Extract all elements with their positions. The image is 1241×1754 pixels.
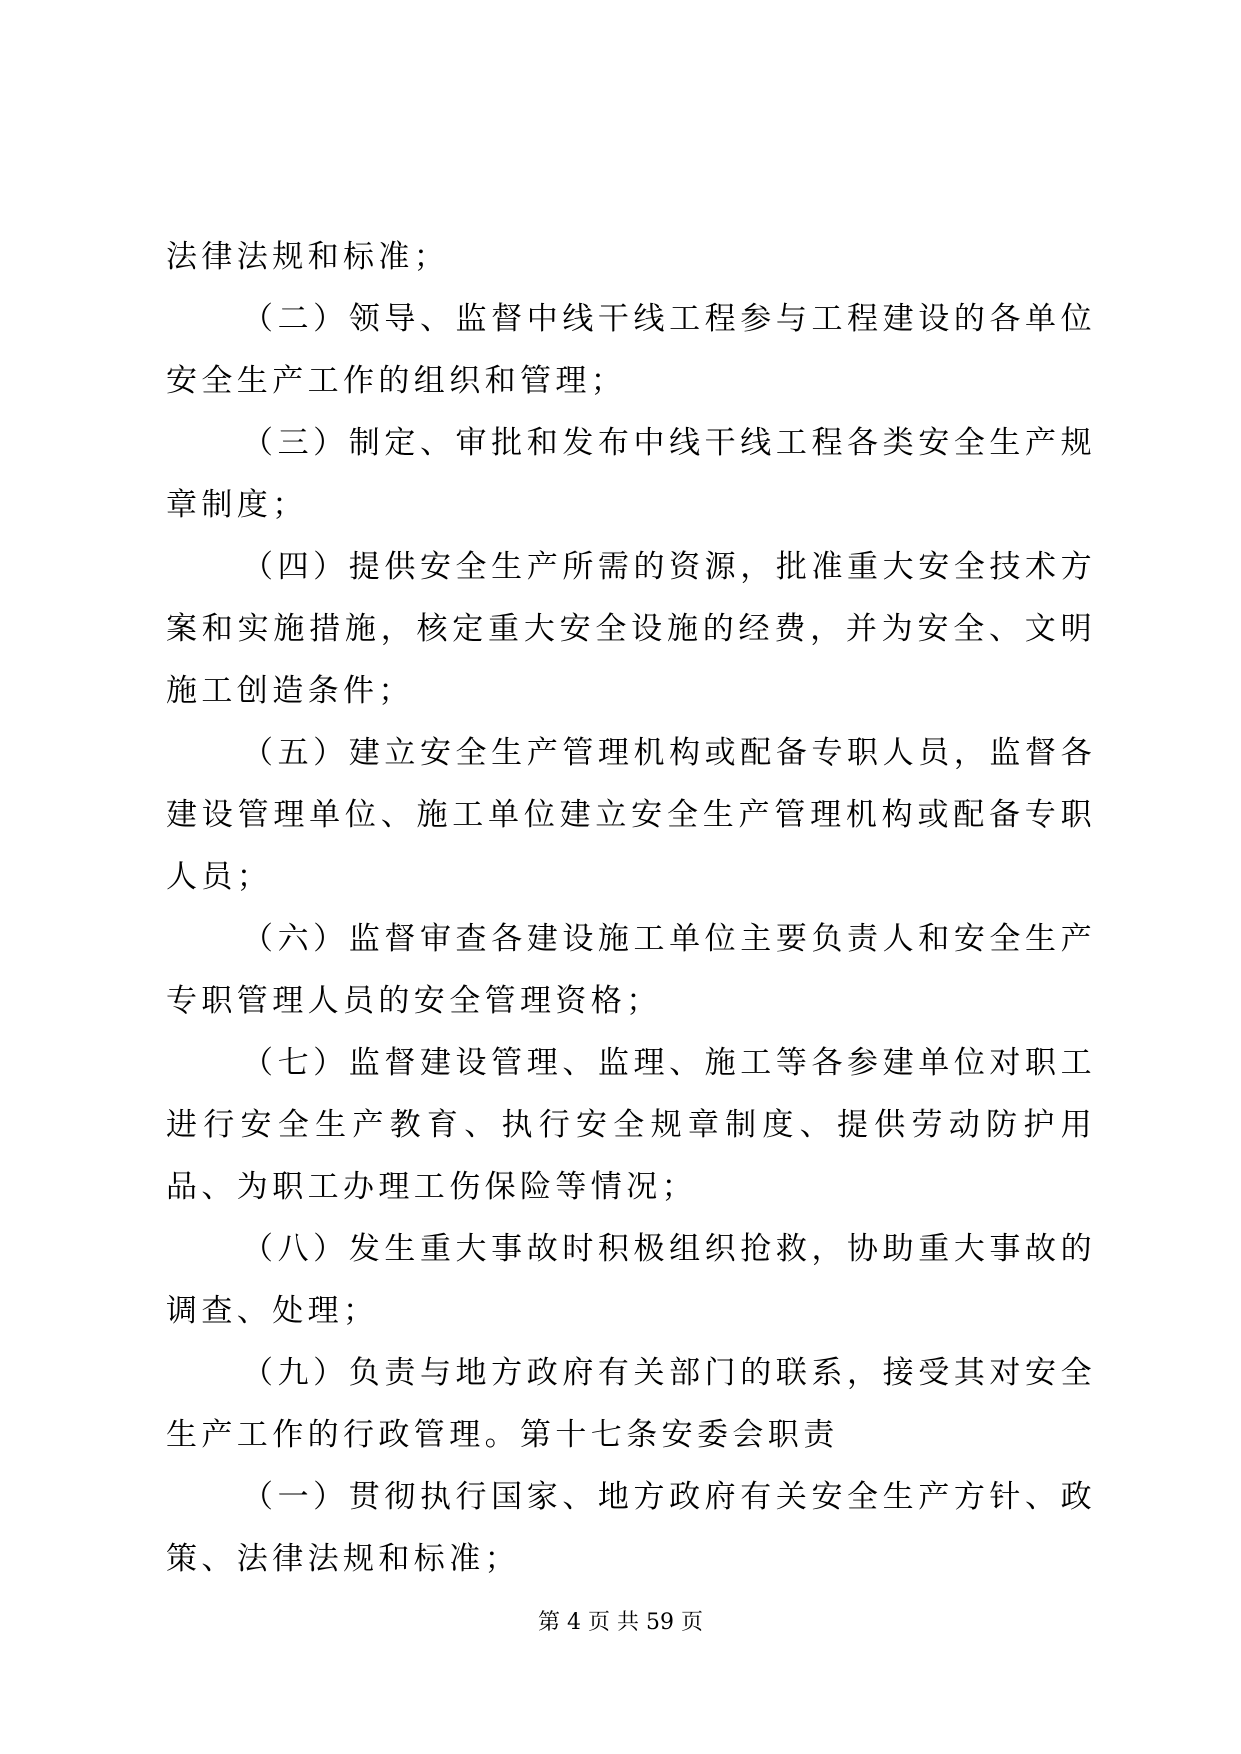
paragraph: （九）负责与地方政府有关部门的联系，接受其对安全生产工作的行政管理。第十七条安委会职责: [166, 1355, 1096, 1453]
paragraph: （四）提供安全生产所需的资源，批准重大安全技术方案和实施措施，核定重大安全设施的经费，并为安全、文明施工创造条件；: [166, 549, 1096, 709]
paragraph: （七）监督建设管理、监理、施工等各参建单位对职工进行安全生产教育、执行安全规章制度、提供劳动防护用品、为职工办理工伤保险等情况；: [166, 1045, 1096, 1205]
document-body: [166, 226, 1096, 1590]
paragraph: （五）建立安全生产管理机构或配备专职人员，监督各建设管理单位、施工单位建立安全生产管理机构或配备专职人员；: [166, 735, 1096, 895]
paragraph: （八）发生重大事故时积极组织抢救，协助重大事故的调查、处理；: [166, 1231, 1096, 1329]
paragraph: （二）领导、监督中线干线工程参与工程建设的各单位安全生产工作的组织和管理；: [166, 301, 1096, 399]
paragraph: 法律法规和标准；: [166, 239, 450, 275]
paragraph: （一）贯彻执行国家、地方政府有关安全生产方针、政策、法律法规和标准；: [166, 1479, 1096, 1577]
paragraph: （六）监督审查各建设施工单位主要负责人和安全生产专职管理人员的安全管理资格；: [166, 921, 1096, 1019]
page-footer: 第 4 页 共 59 页: [538, 1610, 703, 1635]
paragraph: （三）制定、审批和发布中线干线工程各类安全生产规章制度；: [166, 425, 1096, 523]
